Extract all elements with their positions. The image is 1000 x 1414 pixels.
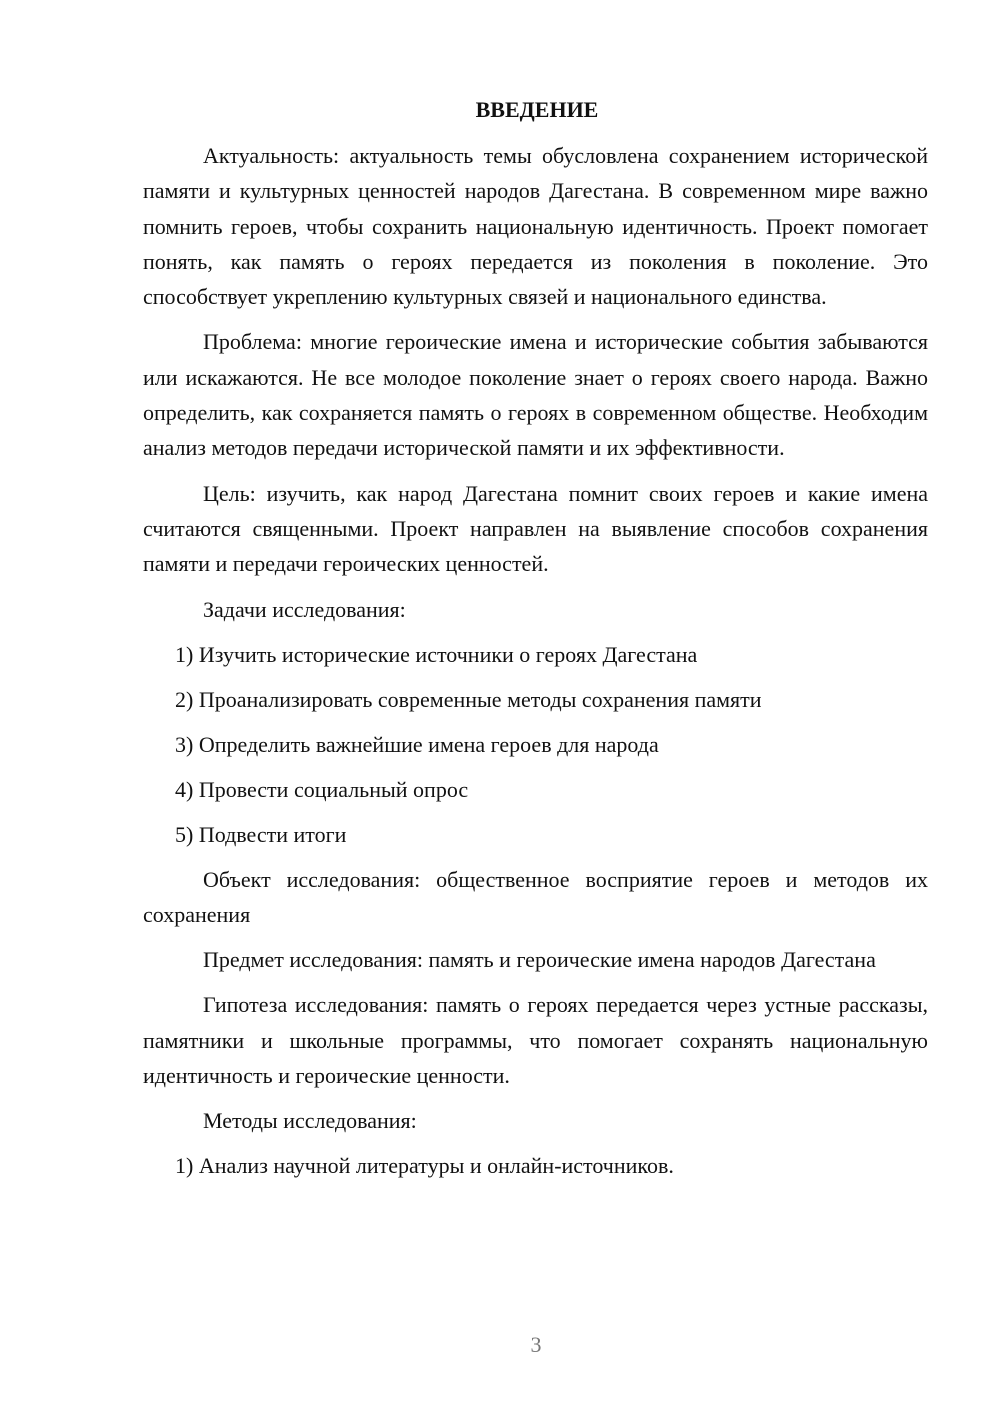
tasks-list bbox=[143, 637, 928, 852]
subject-paragraph: Предмет исследования: память и героические имена народов Дагестана bbox=[203, 947, 876, 973]
problem-paragraph: Проблема: многие героические имена и исторические события забываются или искажаются. Не все молодое поколение знает о героях своего народа. Важно определить, как сохраняется память о героях в современном обществе. Необходим анализ методов передачи исторической памяти и их эффективности. bbox=[143, 329, 928, 461]
relevance-paragraph: Актуальность: актуальность темы обусловлена сохранением исторической памяти и культурных ценностей народов Дагестана. В современном мире важно помнить героев, чтобы сохранить национальную идентичность. Проект помогает понять, как память о героях передается из поколения в поколение. Это способствует укреплению культурных связей и национального единства. bbox=[143, 143, 928, 310]
task-item: 2) Проанализировать современные методы сохранения памяти bbox=[175, 686, 762, 712]
goal-paragraph: Цель: изучить, как народ Дагестана помнит своих героев и какие имена считаются священными. Проект направлен на выявление способов сохранения памяти и передачи героических ценностей. bbox=[143, 480, 928, 577]
task-item: 4) Провести социальный опрос bbox=[175, 776, 469, 802]
hypothesis-paragraph: Гипотеза исследования: память о героях передается через устные рассказы, памятники и школьные программы, что помогает сохранять национальную идентичность и героические ценности. bbox=[143, 992, 928, 1089]
page-number: 3 bbox=[530, 1332, 542, 1357]
tasks-heading: Задачи исследования: bbox=[203, 596, 406, 622]
task-item: 1) Изучить исторические источники о героях Дагестана bbox=[175, 641, 698, 667]
methods-list bbox=[143, 1148, 928, 1183]
task-item: 3) Определить важнейшие имена героев для народа bbox=[175, 731, 659, 757]
task-item: 5) Подвести итоги bbox=[175, 821, 347, 847]
methods-heading: Методы исследования: bbox=[203, 1108, 417, 1134]
document-page bbox=[143, 92, 928, 1193]
page-title: ВВЕДЕНИЕ bbox=[475, 97, 599, 122]
object-paragraph: Объект исследования: общественное восприятие героев и методов их сохранения bbox=[143, 866, 928, 927]
method-item: 1) Анализ научной литературы и онлайн-источников. bbox=[175, 1153, 674, 1179]
